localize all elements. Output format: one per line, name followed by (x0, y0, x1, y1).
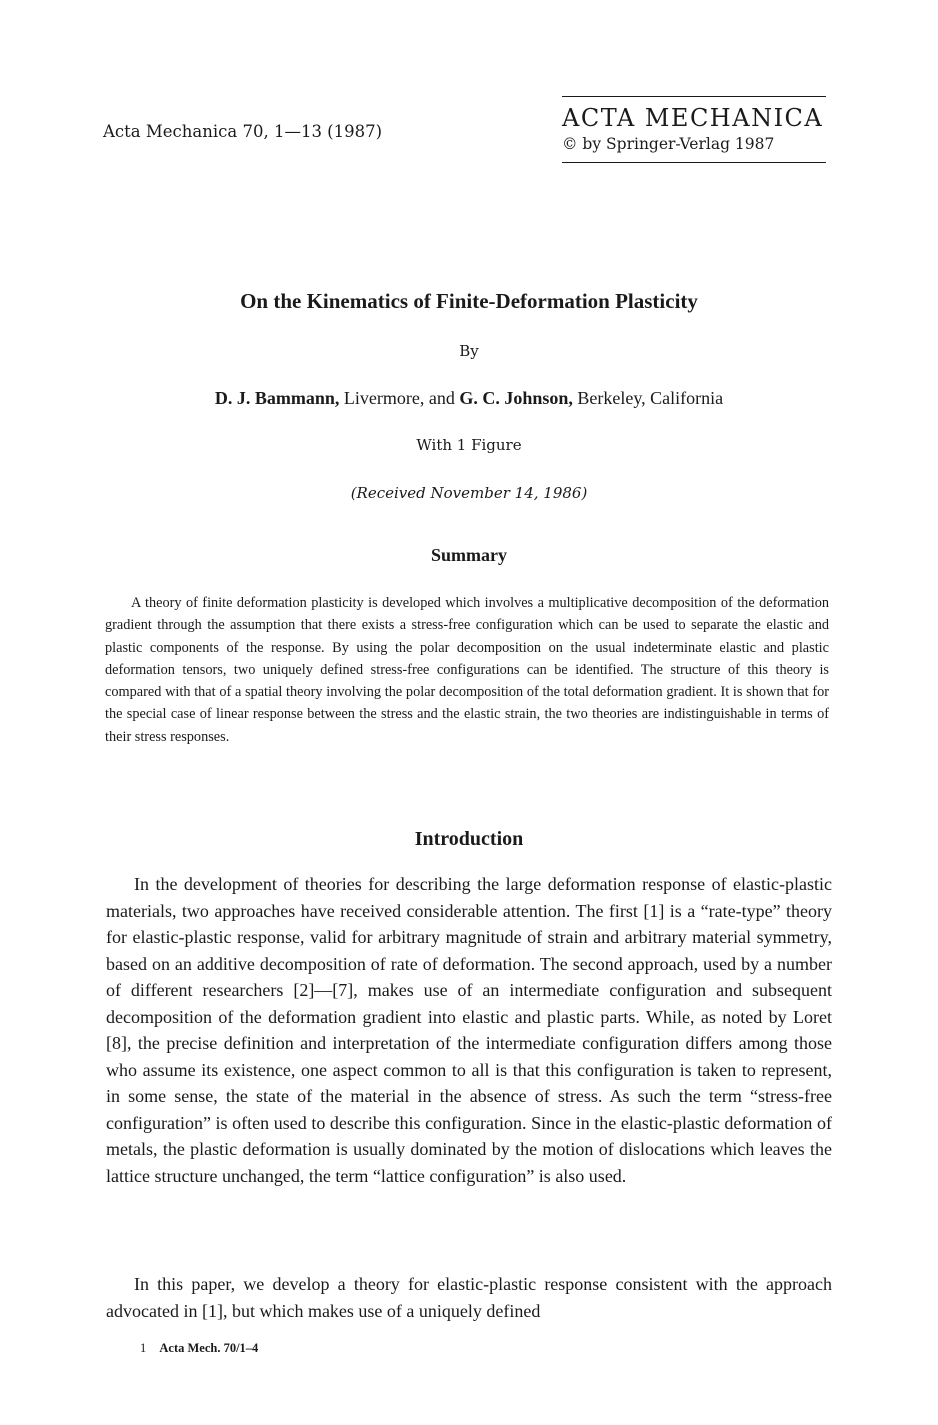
summary-text: A theory of finite deformation plasticity is developed which involves a multiplicative decomposition of the deformation gradient through the assumption that there exists a stress-free configuration which can be used to separate the elastic and plastic components of the response. By using the polar decomposition on the usual indeterminate elastic and plastic deformation tensors, two uniquely defined stress-free configurations can be identified. The structure of this theory is compared with that of a spatial theory involving the polar decomposition of the total deformation gradient. It is shown that for the special case of linear response between the stress and the elastic strain, the two theories are indistinguishable in terms of their stress responses. (105, 595, 829, 745)
page-footer (140, 1341, 258, 1356)
author-1-place: Livermore, and (339, 388, 460, 408)
article-title: On the Kinematics of Finite-Deformation Plasticity (240, 289, 698, 313)
journal-name: ACTA MECHANICA (562, 104, 824, 132)
figure-count: With 1 Figure (416, 436, 522, 454)
journal-reference: Acta Mech. 70/1–4 (159, 1341, 259, 1355)
author-1: D. J. Bammann, (214, 388, 340, 408)
intro-paragraph-1: In the development of theories for describing the large deformation response of elastic-plastic materials, two approaches have received considerable attention. The first [1] is a “rate-type” theory for elastic-plastic response, valid for arbitrary magnitude of strain and arbitrary material symmetry, based on an additive decomposition of rate of deformation. The second approach, used by a number of different researchers [2]—[7], makes use of an intermediate configuration and subsequent decomposition of the deformation gradient into elastic and plastic parts. While, as noted by Loret [8], the precise definition and interpretation of the intermediate configuration differs among those who assume its existence, one aspect common to all is that this configuration is taken to represent, in some sense, the state of the material in the absence of stress. As such the term “stress-free configuration” is often used to describe this configuration. Since in the elastic-plastic deformation of metals, the plastic deformation is usually dominated by the motion of dislocations which leaves the lattice structure unchanged, the term “lattice configuration” is also used. (106, 874, 832, 1186)
summary-heading: Summary (431, 545, 507, 565)
page-number: 1 (140, 1341, 147, 1355)
bottom-rule (562, 162, 826, 163)
by-line: By (459, 342, 479, 360)
introduction-heading: Introduction (414, 828, 524, 850)
journal-masthead (562, 96, 826, 163)
intro-paragraph-2: In this paper, we develop a theory for elastic-plastic response consistent with the approach advocated in [1], but which makes use of a uniquely defined (106, 1274, 832, 1321)
citation-line: Acta Mechanica 70, 1—13 (1987) (103, 122, 383, 141)
received-date: (Received November 14, 1986) (350, 484, 588, 502)
author-2: G. C. Johnson, (459, 388, 573, 408)
copyright-line: © by Springer-Verlag 1987 (562, 135, 775, 153)
author-2-place: Berkeley, California (572, 388, 724, 408)
top-rule (562, 96, 826, 97)
authors-line (0, 388, 938, 409)
